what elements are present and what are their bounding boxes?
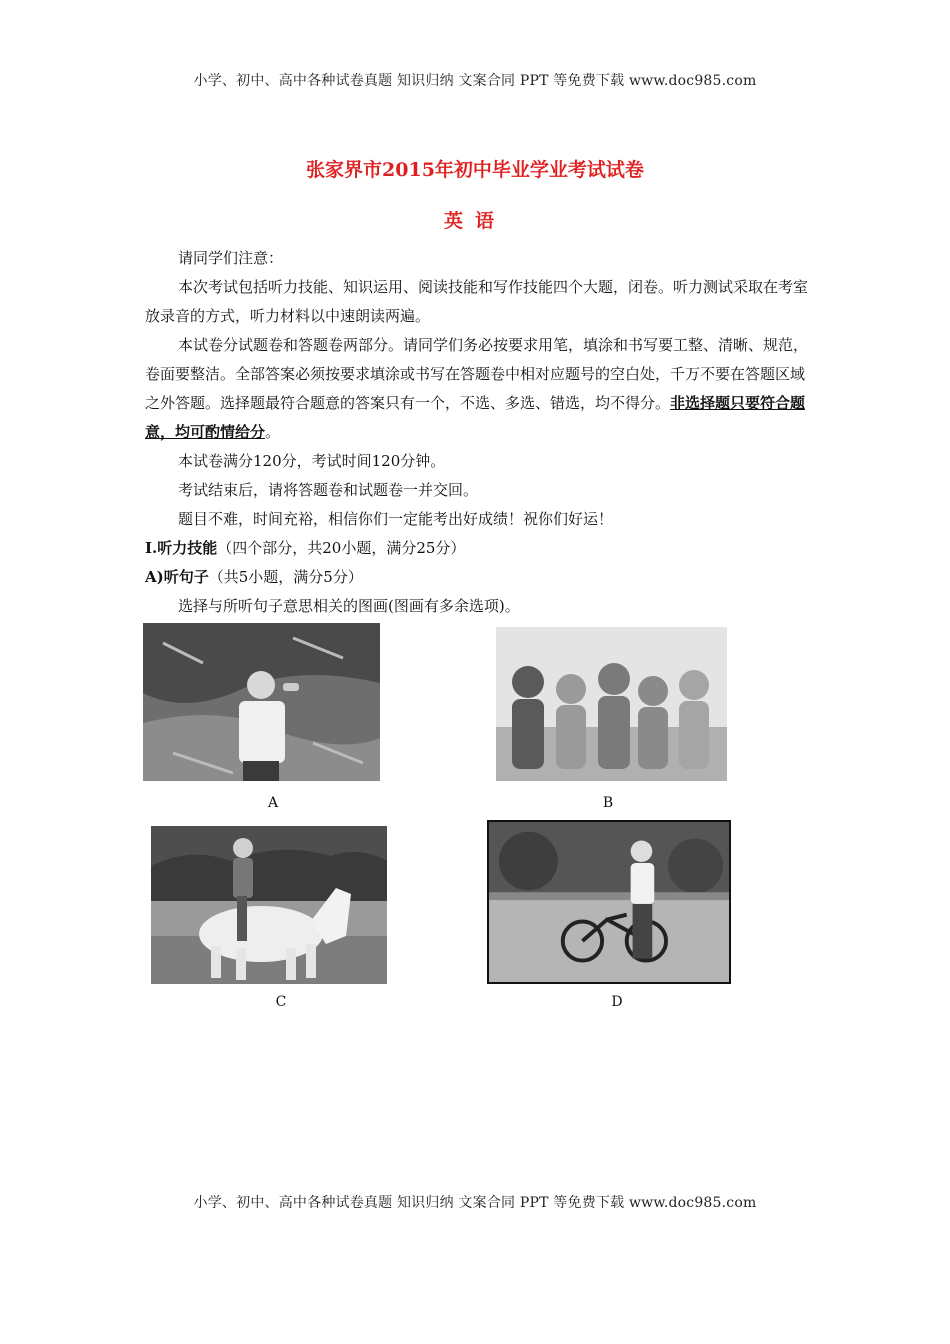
footer-banner: 小学、初中、高中各种试卷真题 知识归纳 文案合同 PPT 等免费下载 www.doc985.com xyxy=(193,1195,757,1211)
picture-c-label: C xyxy=(275,994,287,1010)
notice-paragraph-1: 本次考试包括听力技能、知识运用、阅读技能和写作技能四个大题，闭卷。听力测试采取在考室放录音的方式，听力材料以中速朗读两遍。 xyxy=(145,278,809,325)
children-beach-photo xyxy=(496,627,727,781)
partA-title: A)听句子 xyxy=(145,568,209,586)
notice-p2-main: 本试卷分试题卷和答题卷两部分。请同学们务必按要求用笔，填涂和书写要工整、清晰、规范，卷面要整洁。全部答案必须按要求填涂或书写在答题卷中相对应题号的空白处，千万不要在答题区域之外答题。选择题最符合题意的答案只有一个，不选、多选、错选，均不得分。 xyxy=(145,336,809,412)
boy-riding-horse-photo xyxy=(151,826,387,984)
picture-c xyxy=(151,826,387,984)
section1-heading xyxy=(145,534,817,563)
picture-d-label: D xyxy=(611,994,623,1010)
exam-title: 张家界市2015年初中毕业学业考试试卷 xyxy=(306,159,644,181)
partA-instruction: 选择与所听句子意思相关的图画(图画有多余选项)。 xyxy=(178,597,520,615)
notice-p2-emphasis: 非选择题只要符合题意，均可酌情给分 xyxy=(145,394,806,441)
partA-note: （共5小题，满分5分） xyxy=(208,568,363,586)
subject-title: 英语 xyxy=(443,210,506,232)
header-banner: 小学、初中、高中各种试卷真题 知识归纳 文案合同 PPT 等免费下载 www.doc985.com xyxy=(193,73,757,89)
picture-a xyxy=(143,623,380,781)
notice-p2-end: 。 xyxy=(265,423,281,441)
section1-note: （四个部分，共20小题，满分25分） xyxy=(217,539,466,557)
partA-heading xyxy=(145,563,817,592)
notice-paragraph-5: 题目不难，时间充裕，相信你们一定能考出好成绩！祝你们好运！ xyxy=(178,510,614,528)
picture-a-label: A xyxy=(267,795,279,811)
boy-with-bicycle-photo xyxy=(489,822,729,982)
notice-body xyxy=(145,244,817,621)
notice-paragraph-2 xyxy=(145,331,817,447)
notice-paragraph-4: 考试结束后，请将答题卷和试题卷一并交回。 xyxy=(178,481,479,499)
boy-drinking-photo xyxy=(143,623,380,781)
notice-paragraph-3: 本试卷满分120分，考试时间120分钟。 xyxy=(178,452,446,470)
picture-b-label: B xyxy=(602,795,614,811)
picture-b xyxy=(496,627,727,781)
section1-title: Ⅰ.听力技能 xyxy=(145,539,218,557)
picture-d xyxy=(487,820,731,984)
notice-intro: 请同学们注意： xyxy=(178,249,284,267)
